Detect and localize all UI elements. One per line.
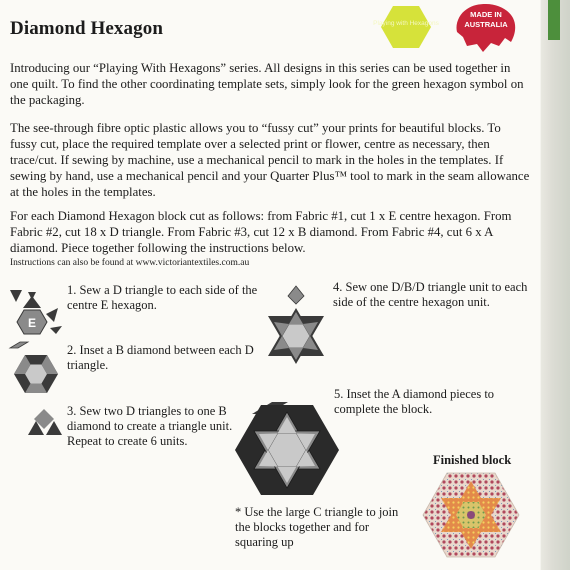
step2-diagram [6,340,62,396]
finished-block-image [421,470,521,560]
green-hexagon-badge-icon [373,5,439,49]
step4-diagram [262,280,330,368]
intro-paragraph: Introducing our “Playing With Hexagons” series. All designs in this series can be used together in one quilt. To find the other coordinating template sets, simply look for the green hexagon symbol on the packaging. [10,61,524,107]
step-4: 4. Sew one D/B/D triangle unit to each side of the centre hexagon unit. [333,280,528,309]
website-note: Instructions can also be found at www.victoriantextiles.com.au [10,258,250,268]
made-in-line2: AUSTRALIA [464,20,508,29]
cutting-paragraph: For each Diamond Hexagon block cut as follows: from Fabric #1, cut 1 x E centre hexagon. From Fabric #2, cut 18 x D triangle. From Fabric #3, cut 12 x B diamond. From Fabric #4, cut 6 x A diamond. Piece together following the instructions below. [10,209,512,255]
page-edge-strip [541,0,570,570]
step3-diagram [24,405,68,441]
finished-block-label: Finished block [433,453,512,467]
step5-diagram [232,388,342,498]
page-title: Diamond Hexagon [10,18,163,39]
step1-diagram [6,284,66,334]
instructions-paragraph: The see-through fibre optic plastic allows you to “fussy cut” your prints for beautiful blocks. To fussy cut, place the required template over a selected print or flower, centre as necessary, then trace/cut. If sewing by machine, use a mechanical pencil to mark in the holes in the templates. If sewing by hand, use a mechanical pencil and your Quarter Plus™ tool to mark in the seam allowance at the holes in the templates. [10,121,530,199]
made-in-line1: MADE IN [470,10,502,19]
page-edge-green-tab [548,0,560,40]
made-in-australia-badge-icon [453,2,519,54]
c-triangle-note: * Use the large C triangle to join the blocks together and for squaring up [235,505,399,549]
step-2: 2. Inset a B diamond between each D triangle. [67,343,254,372]
hexagon-e-label: E [27,316,37,330]
step-5: 5. Inset the A diamond pieces to complete the block. [334,387,495,416]
step-3: 3. Sew two D triangles to one B diamond to create a triangle unit. Repeat to create 6 units. [67,404,233,448]
step-1: 1. Sew a D triangle to each side of the centre E hexagon. [67,283,258,312]
hexagon-badge-text: Playing with Hexagons [373,20,439,27]
